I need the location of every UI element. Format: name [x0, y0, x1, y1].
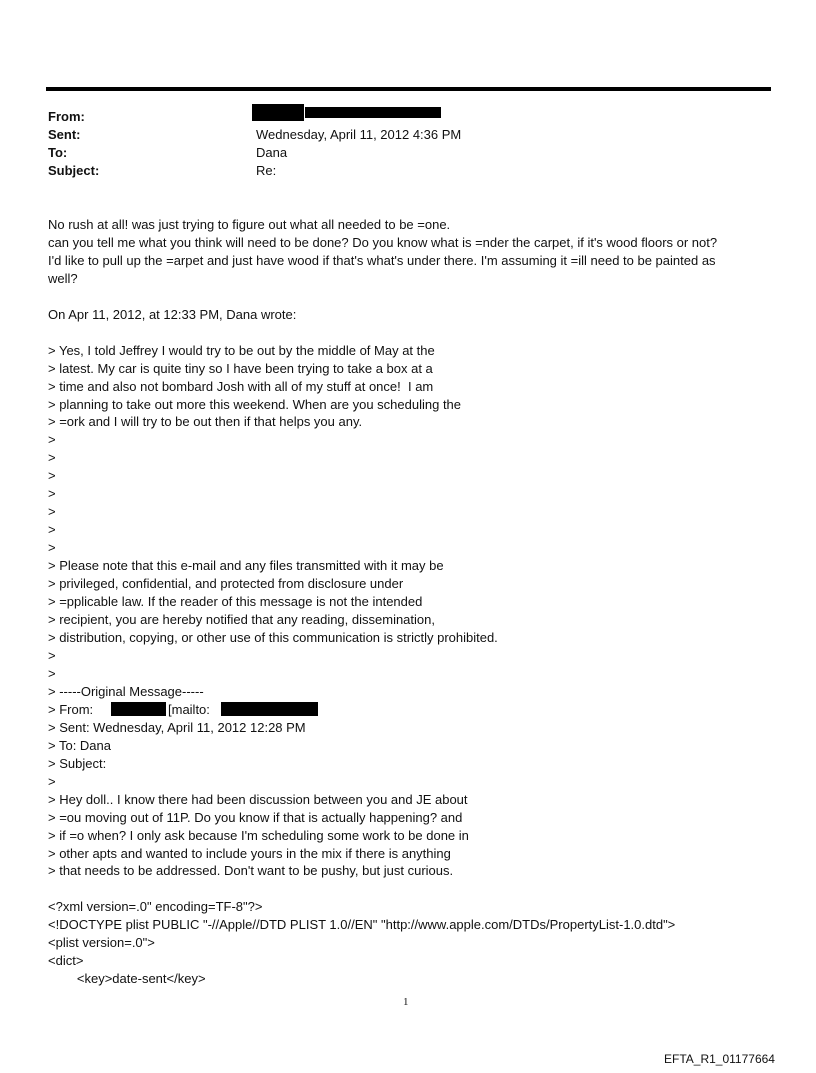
from-label: From: [48, 109, 85, 124]
redaction-from-name [252, 104, 304, 121]
body-line: > [48, 468, 56, 483]
sent-value: Wednesday, April 11, 2012 4:36 PM [256, 127, 462, 142]
header-rule [46, 87, 771, 91]
body-line: I'd like to pull up the =arpet and just have wood if that's what's under there. I'm assuming it =ill need to be painted as [48, 253, 716, 268]
body-line: > From: [48, 702, 97, 717]
body-line: > if =o when? I only ask because I'm scheduling some work to be done in [48, 828, 469, 843]
body-line: > latest. My car is quite tiny so I have been trying to take a box at a [48, 361, 433, 376]
body-line: > Yes, I told Jeffrey I would try to be out by the middle of May at the [48, 343, 435, 358]
body-line: > [48, 540, 56, 555]
body-line: > other apts and wanted to include yours in the mix if there is anything [48, 846, 451, 861]
body-line: > Please note that this e-mail and any files transmitted with it may be [48, 558, 444, 573]
body-line: > Subject: [48, 756, 107, 771]
page-number: 1 [403, 996, 409, 1008]
body-line: <key>date-sent</key> [48, 971, 206, 986]
to-value: Dana [256, 145, 288, 160]
body-line: <dict> [48, 953, 84, 968]
to-label: To: [48, 145, 68, 160]
body-line: > [48, 486, 56, 501]
body-line: > [48, 504, 56, 519]
body-line: > [48, 666, 56, 681]
body-line: No rush at all! was just trying to figure out what all needed to be =one. [48, 217, 451, 232]
sent-label: Sent: [48, 127, 81, 142]
body-line: > =pplicable law. If the reader of this message is not the intended [48, 594, 423, 609]
redaction-from-email [305, 107, 441, 118]
body-line: > privileged, confidential, and protected from disclosure under [48, 576, 404, 591]
body-line: > To: Dana [48, 738, 112, 753]
body-line: > planning to take out more this weekend. When are you scheduling the [48, 397, 462, 412]
body-line: > distribution, copying, or other use of this communication is strictly prohibited. [48, 630, 498, 645]
body-line: > [48, 450, 56, 465]
body-line: > [48, 522, 56, 537]
body-line: > =ork and I will try to be out then if that helps you any. [48, 414, 363, 429]
mailto-text: [mailto: [168, 702, 210, 717]
body-line: > Hey doll.. I know there had been discussion between you and JE about [48, 792, 468, 807]
redaction-original-sender [111, 702, 166, 716]
subject-value: Re: [256, 163, 277, 178]
body-line: can you tell me what you think will need to be done? Do you know what is =nder the carpet, if it's wood floors or not? [48, 235, 718, 250]
subject-label: Subject: [48, 163, 100, 178]
body-line: <plist version=.0"> [48, 935, 155, 950]
document-id-footer: EFTA_R1_01177664 [664, 1052, 775, 1066]
body-line: well? [48, 271, 78, 286]
body-line: <!DOCTYPE plist PUBLIC "-//Apple//DTD PLIST 1.0//EN" "http://www.apple.com/DTDs/PropertyList-1.0.dtd"> [48, 917, 676, 932]
body-line: > Sent: Wednesday, April 11, 2012 12:28 PM [48, 720, 306, 735]
body-line: > [48, 774, 56, 789]
body-line: On Apr 11, 2012, at 12:33 PM, Dana wrote: [48, 307, 297, 322]
body-line: > recipient, you are hereby notified that any reading, dissemination, [48, 612, 435, 627]
body-line: <?xml version=.0" encoding=TF-8"?> [48, 899, 263, 914]
redaction-original-email [221, 702, 318, 716]
body-line: > -----Original Message----- [48, 684, 204, 699]
body-line: > =ou moving out of 11P. Do you know if that is actually happening? and [48, 810, 463, 825]
body-line: > that needs to be addressed. Don't want to be pushy, but just curious. [48, 863, 454, 878]
body-line: > [48, 648, 56, 663]
body-line: > [48, 432, 56, 447]
body-line: > time and also not bombard Josh with all of my stuff at once! I am [48, 379, 434, 394]
